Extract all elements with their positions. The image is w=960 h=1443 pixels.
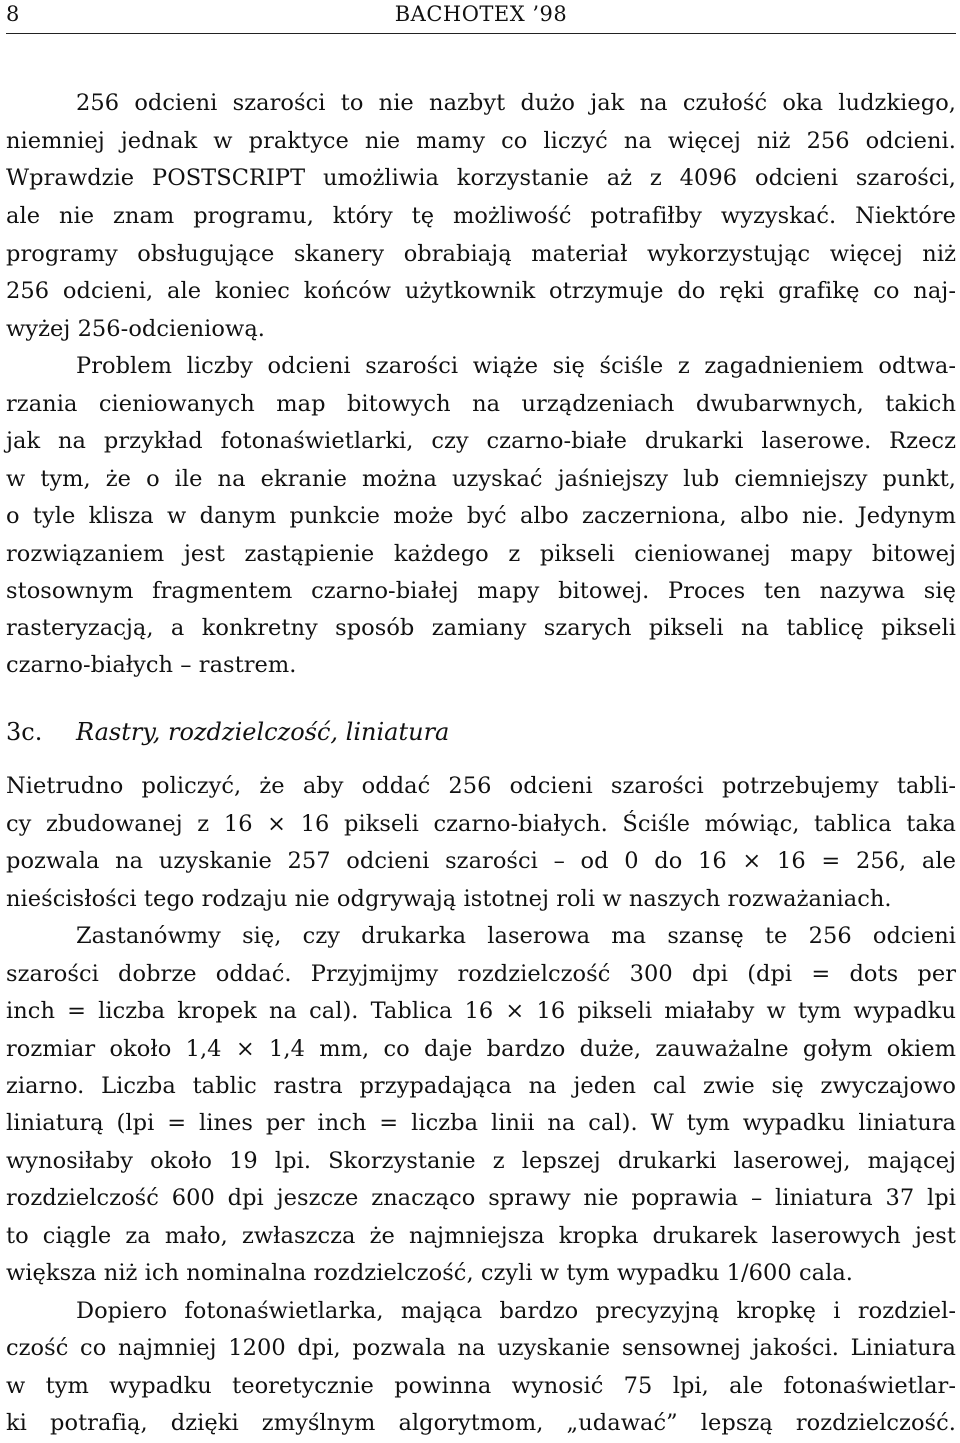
text-line: liniaturą (lpi = lines per inch = liczba linii na cal). W tym wypadku liniatura bbox=[6, 1110, 956, 1136]
section-title: Rastry, rozdzielczość, liniatura bbox=[76, 718, 450, 746]
section-heading bbox=[6, 712, 956, 752]
text-line: Problem liczby odcieni szarości wiąże się ściśle z zagadnieniem odtwa- bbox=[76, 353, 956, 379]
text-line: Dopiero fotonaświetlarka, mająca bardzo precyzyjną kropkę i rozdziel- bbox=[76, 1298, 956, 1324]
text-line: wynosiłaby około 19 lpi. Skorzystanie z lepszej drukarki laserowej, mającej bbox=[6, 1148, 956, 1174]
running-head bbox=[6, 0, 956, 30]
text-line: rasteryzacją, a konkretny sposób zamiany szarych pikseli na tablicę pikseli bbox=[6, 615, 956, 641]
text-line: Zastanówmy się, czy drukarka laserowa ma szansę te 256 odcieni bbox=[76, 923, 956, 949]
text-line: stosownym fragmentem czarno-białej mapy bitowej. Proces ten nazywa się bbox=[6, 578, 956, 604]
text-line: czarno-białych – rastrem. bbox=[6, 652, 297, 678]
text-line: rozdzielczość 600 dpi jeszcze znacząco sprawy nie poprawia – liniatura 37 lpi bbox=[6, 1185, 956, 1211]
text-line: niemniej jednak w praktyce nie mamy co liczyć na więcej niż 256 odcieni. bbox=[6, 128, 956, 154]
text-line: ki potrafią, dzięki zmyślnym algorytmom, „udawać” lepszą rozdzielczość. bbox=[6, 1410, 956, 1436]
text-line: ziarno. Liczba tablic rastra przypadająca na jeden cal zwie się zwyczajowo bbox=[6, 1073, 956, 1099]
text-line: programy obsługujące skanery obrabiają materiał wykorzystując więcej niż bbox=[6, 241, 956, 267]
text-line: Wprawdzie POSTSCRIPT umożliwia korzystanie aż z 4096 odcieni szarości, bbox=[6, 165, 956, 191]
text-line: rozmiar około 1,4 × 1,4 mm, co daje bardzo duże, zauważalne gołym okiem bbox=[6, 1036, 956, 1062]
text-line: wyżej 256-odcieniową. bbox=[6, 316, 265, 342]
text-line: Nietrudno policzyć, że aby oddać 256 odcieni szarości potrzebujemy tabli- bbox=[6, 773, 956, 799]
text-line: czość co najmniej 1200 dpi, pozwala na uzyskanie sensownej jakości. Liniatura bbox=[6, 1335, 956, 1361]
text-line: szarości dobrze oddać. Przyjmijmy rozdzielczość 300 dpi (dpi = dots per bbox=[6, 961, 956, 987]
header-rule bbox=[6, 33, 956, 34]
text-line: 256 odcieni, ale koniec końców użytkownik otrzymuje do ręki grafikę co naj- bbox=[6, 278, 956, 304]
text-line: inch = liczba kropek na cal). Tablica 16 × 16 pikseli miałaby w tym wypadku bbox=[6, 998, 956, 1024]
text-line: 256 odcieni szarości to nie nazbyt dużo jak na czułość oka ludzkiego, bbox=[76, 90, 956, 116]
journal-title: BACHOTEX ’98 bbox=[394, 2, 568, 26]
text-line: rzania cieniowanych map bitowych na urządzeniach dwubarwnych, takich bbox=[6, 391, 956, 417]
text-line: cy zbudowanej z 16 × 16 pikseli czarno-białych. Ściśle mówiąc, tablica taka bbox=[6, 811, 956, 837]
text-line: o tyle klisza w danym punkcie może być albo zaczerniona, albo nie. Jedynym bbox=[6, 503, 956, 529]
text-line: nieścisłości tego rodzaju nie odgrywają istotnej roli w naszych rozważaniach. bbox=[6, 886, 892, 912]
text-line: to ciągle za mało, zwłaszcza że najmniejsza kropka drukarek laserowych jest bbox=[6, 1223, 956, 1249]
section-number: 3c. bbox=[6, 718, 43, 746]
text-line: w tym, że o ile na ekranie można uzyskać jaśniejszy lub ciemniejszy punkt, bbox=[6, 466, 956, 492]
text-line: rozwiązaniem jest zastąpienie każdego z pikseli cieniowanej mapy bitowej bbox=[6, 541, 956, 567]
text-line: jak na przykład fotonaświetlarki, czy czarno-białe drukarki laserowe. Rzecz bbox=[6, 428, 956, 454]
text-line: ale nie znam programu, który tę możliwość potrafiłby wyzyskać. Niektóre bbox=[6, 203, 956, 229]
text-line: w tym wypadku teoretycznie powinna wynosić 75 lpi, ale fotonaświetlar- bbox=[6, 1373, 956, 1399]
text-line: większa niż ich nominalna rozdzielczość, czyli w tym wypadku 1/600 cala. bbox=[6, 1260, 854, 1286]
text-line: pozwala na uzyskanie 257 odcieni szarości – od 0 do 16 × 16 = 256, ale bbox=[6, 848, 956, 874]
page-number: 8 bbox=[6, 2, 20, 26]
